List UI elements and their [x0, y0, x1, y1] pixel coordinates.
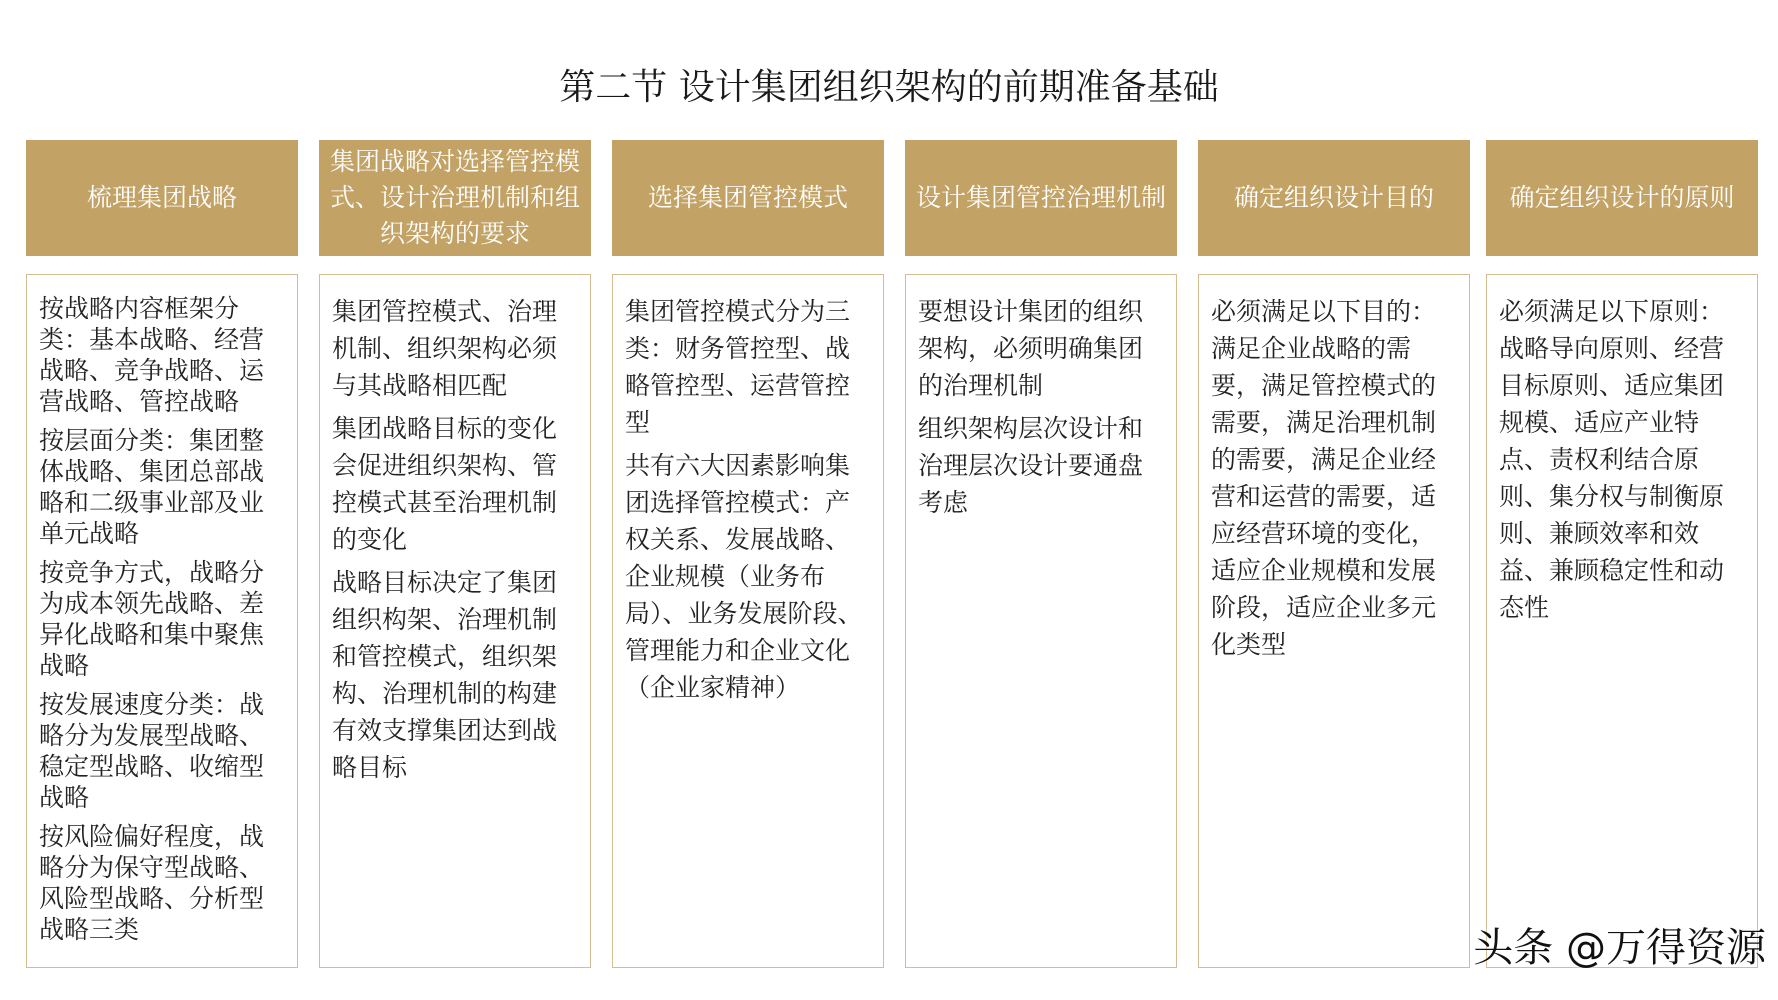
column-body — [612, 274, 884, 968]
paragraph: 集团管控模式、治理机制、组织架构必须与其战略相匹配 — [332, 297, 558, 400]
column-body — [905, 274, 1177, 968]
column-governance-mechanism — [905, 140, 1177, 968]
paragraph: 集团战略目标的变化会促进组织架构、管控模式甚至治理机制的变化 — [332, 414, 558, 554]
paragraph: 集团管控模式分为三类：财务管控型、战略管控型、运营管控型 — [625, 297, 851, 437]
column-design-purpose — [1198, 140, 1470, 968]
paragraph: 战略目标决定了集团组织构架、治理机制和管控模式，组织架构、治理机制的构建有效支撑集团达到战略目标 — [332, 568, 558, 782]
column-header: 确定组织设计目的 — [1198, 140, 1470, 256]
paragraph: 必须满足以下目的：满足企业战略的需要，满足管控模式的需要，满足治理机制的需要，满足企业经营和运营的需要，适应经营环境的变化，适应企业规模和发展阶段，适应企业多元化类型 — [1211, 297, 1437, 659]
watermark: 头条 @万得资源 — [1473, 925, 1766, 971]
column-strategy-requirements — [319, 140, 591, 968]
paragraph: 要想设计集团的组织架构，必须明确集团的治理机制 — [918, 297, 1144, 400]
column-body — [1486, 274, 1758, 968]
paragraph: 按层面分类：集团整体战略、集团总部战略和二级事业部及业单元战略 — [39, 426, 265, 548]
paragraph: 组织架构层次设计和治理层次设计要通盘考虑 — [918, 414, 1144, 517]
column-header: 设计集团管控治理机制 — [905, 140, 1177, 256]
paragraph: 按竞争方式，战略分为成本领先战略、差异化战略和集中聚焦战略 — [39, 558, 265, 680]
column-body — [26, 274, 298, 968]
paragraph: 共有六大因素影响集团选择管控模式：产权关系、发展战略、企业规模（业务布局）、业务发展阶段、管理能力和企业文化（企业家精神） — [625, 451, 863, 702]
column-body — [319, 274, 591, 968]
column-header: 梳理集团战略 — [26, 140, 298, 256]
column-header: 集团战略对选择管控模式、设计治理机制和组织架构的要求 — [319, 140, 591, 256]
column-header: 确定组织设计的原则 — [1486, 140, 1758, 256]
page-title: 第二节 设计集团组织架构的前期准备基础 — [559, 67, 1219, 108]
column-control-mode — [612, 140, 884, 968]
column-header: 选择集团管控模式 — [612, 140, 884, 256]
column-body — [1198, 274, 1470, 968]
column-sort-strategy — [26, 140, 298, 968]
column-design-principles — [1486, 140, 1758, 968]
paragraph: 按发展速度分类：战略分为发展型战略、稳定型战略、收缩型战略 — [39, 690, 265, 812]
paragraph: 必须满足以下原则：战略导向原则、经营目标原则、适应集团规模、适应产业特点、责权利结合原则、集分权与制衡原则、兼顾效率和效益、兼顾稳定性和动态性 — [1499, 297, 1725, 622]
paragraph: 按战略内容框架分类：基本战略、经营战略、竞争战略、运营战略、管控战略 — [39, 294, 265, 416]
paragraph: 按风险偏好程度，战略分为保守型战略、风险型战略、分析型战略三类 — [39, 822, 265, 944]
